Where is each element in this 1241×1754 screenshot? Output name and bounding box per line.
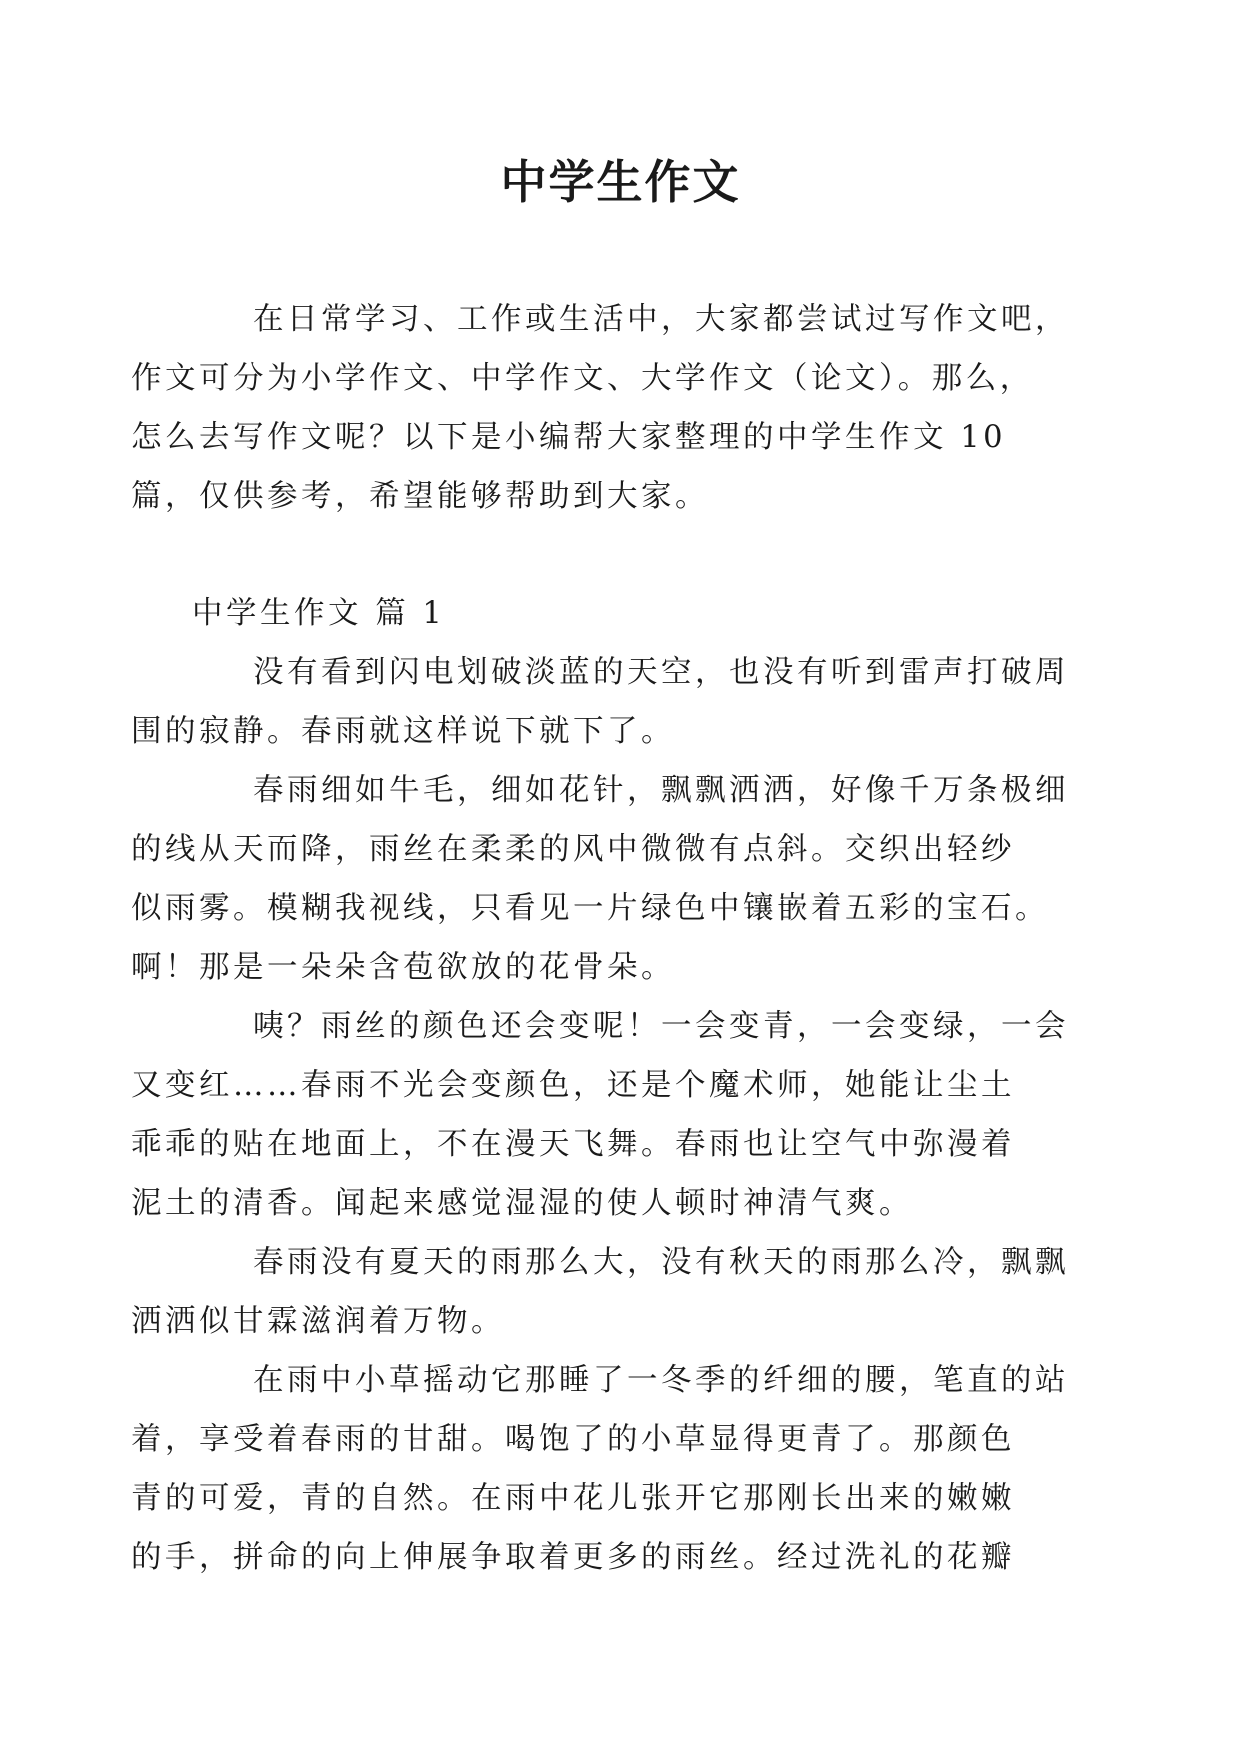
text-line: 青的可爱，青的自然。在雨中花儿张开它那刚长出来的嫩嫩 [131,1481,1015,1516]
text-line: 作文可分为小学作文、中学作文、大学作文（论文）。那么， [131,361,1034,396]
text-line: 咦？雨丝的颜色还会变呢！一会变青，一会变绿，一会 [253,1009,1069,1044]
body-paragraph [131,997,1069,1233]
text-line: 没有看到闪电划破淡蓝的天空，也没有听到雷声打破周 [253,655,1069,690]
body-paragraph [131,1233,1069,1351]
text-line: 围的寂静。春雨就这样说下就下了。 [131,714,675,749]
text-line: 在雨中小草摇动它那睡了一冬季的纤细的腰，笔直的站 [253,1363,1069,1398]
body-paragraph [131,761,1069,997]
text-line: 又变红……春雨不光会变颜色，还是个魔术师，她能让尘土 [131,1068,1015,1103]
text-line: 在日常学习、工作或生活中，大家都尝试过写作文吧， [253,302,1069,337]
text-line: 泥土的清香。闻起来感觉湿湿的使人顿时神清气爽。 [131,1186,913,1221]
text-line: 怎么去写作文呢？以下是小编帮大家整理的中学生作文 10 [131,420,1007,455]
text-line: 着，享受着春雨的甘甜。喝饱了的小草显得更青了。那颜色 [131,1422,1015,1457]
text-line: 的线从天而降，雨丝在柔柔的风中微微有点斜。交织出轻纱 [131,832,1015,867]
text-line: 啊！那是一朵朵含苞欲放的花骨朵。 [131,950,675,985]
text-line: 的手，拼命的向上伸展争取着更多的雨丝。经过洗礼的花瓣 [131,1540,1015,1575]
text-line: 篇，仅供参考，希望能够帮助到大家。 [131,479,709,514]
spacer [192,526,1062,584]
text-line: 春雨细如牛毛，细如花针，飘飘洒洒，好像千万条极细 [253,773,1069,808]
body-paragraph [131,1351,1069,1587]
text-line: 乖乖的贴在地面上，不在漫天飞舞。春雨也让空气中弥漫着 [131,1127,1015,1162]
document-body [131,290,1069,1587]
page-title: 中学生作文 [500,155,741,209]
section-heading: 中学生作文 篇 1 [192,596,446,631]
intro-paragraph [131,290,1069,526]
text-line: 春雨没有夏天的雨那么大，没有秋天的雨那么冷，飘飘 [253,1245,1069,1280]
body-paragraph [131,643,1069,761]
text-line: 似雨雾。模糊我视线，只看见一片绿色中镶嵌着五彩的宝石。 [131,891,1049,926]
text-line: 洒洒似甘霖滋润着万物。 [131,1304,505,1339]
